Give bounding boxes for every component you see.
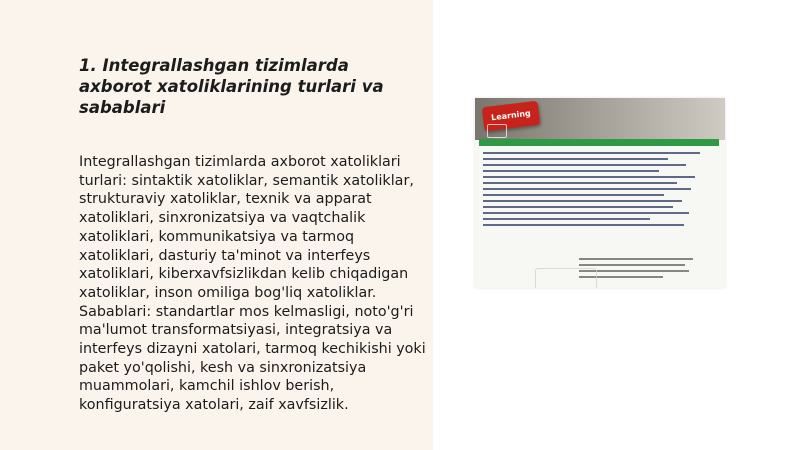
document-text-lines (483, 152, 709, 230)
document-image-header (475, 98, 725, 140)
text-line (483, 188, 691, 190)
green-bar (479, 139, 719, 146)
text-line (483, 206, 673, 208)
text-line (483, 176, 695, 178)
text-line (483, 164, 686, 166)
text-line (483, 194, 664, 196)
slide-title: 1. Integrallashgan tizimlarda axborot xatoliklarining turlari va sabablari (79, 56, 384, 117)
text-line (483, 224, 684, 226)
text-line (579, 258, 693, 260)
text-line (483, 158, 668, 160)
text-line (483, 218, 650, 220)
logo-icon (487, 124, 507, 138)
text-line (483, 182, 677, 184)
text-line (483, 152, 700, 154)
text-line (483, 200, 682, 202)
learning-button-image: Learning (482, 101, 541, 132)
watermark-logo (535, 268, 597, 288)
document-image (475, 98, 725, 288)
document-footer-text (579, 258, 699, 284)
text-line (483, 170, 659, 172)
text-line (483, 212, 689, 214)
text-line (579, 264, 685, 266)
slide-body-text: Integrallashgan tizimlarda axborot xatoliklari turlari: sintaktik xatoliklar, semantik xatoliklar, strukturaviy xatoliklar, texnik va apparat xatoliklari, sinxronizatsiya va vaqtchalik xatoliklari, kommunikatsiya va tarmoq xatoliklari, dasturiy ta'minot va interfeys xatoliklari, kiberxavfsizlikdan kelib chiqadigan xatoliklar, inson omiliga bog'liq xatoliklar. Sabablari: standartlar mos kelmasligi, noto'g'ri ma'lumot transformatsiyasi, integratsiya va interfeys dizayni xatolari, tarmoq kechikishi yoki paket yo'qolishi, kesh va sinxronizatsiya muammolari, kamchil ishlov berish, konfiguratsiya xatolari, zaif xavfsizlik. (79, 154, 426, 414)
